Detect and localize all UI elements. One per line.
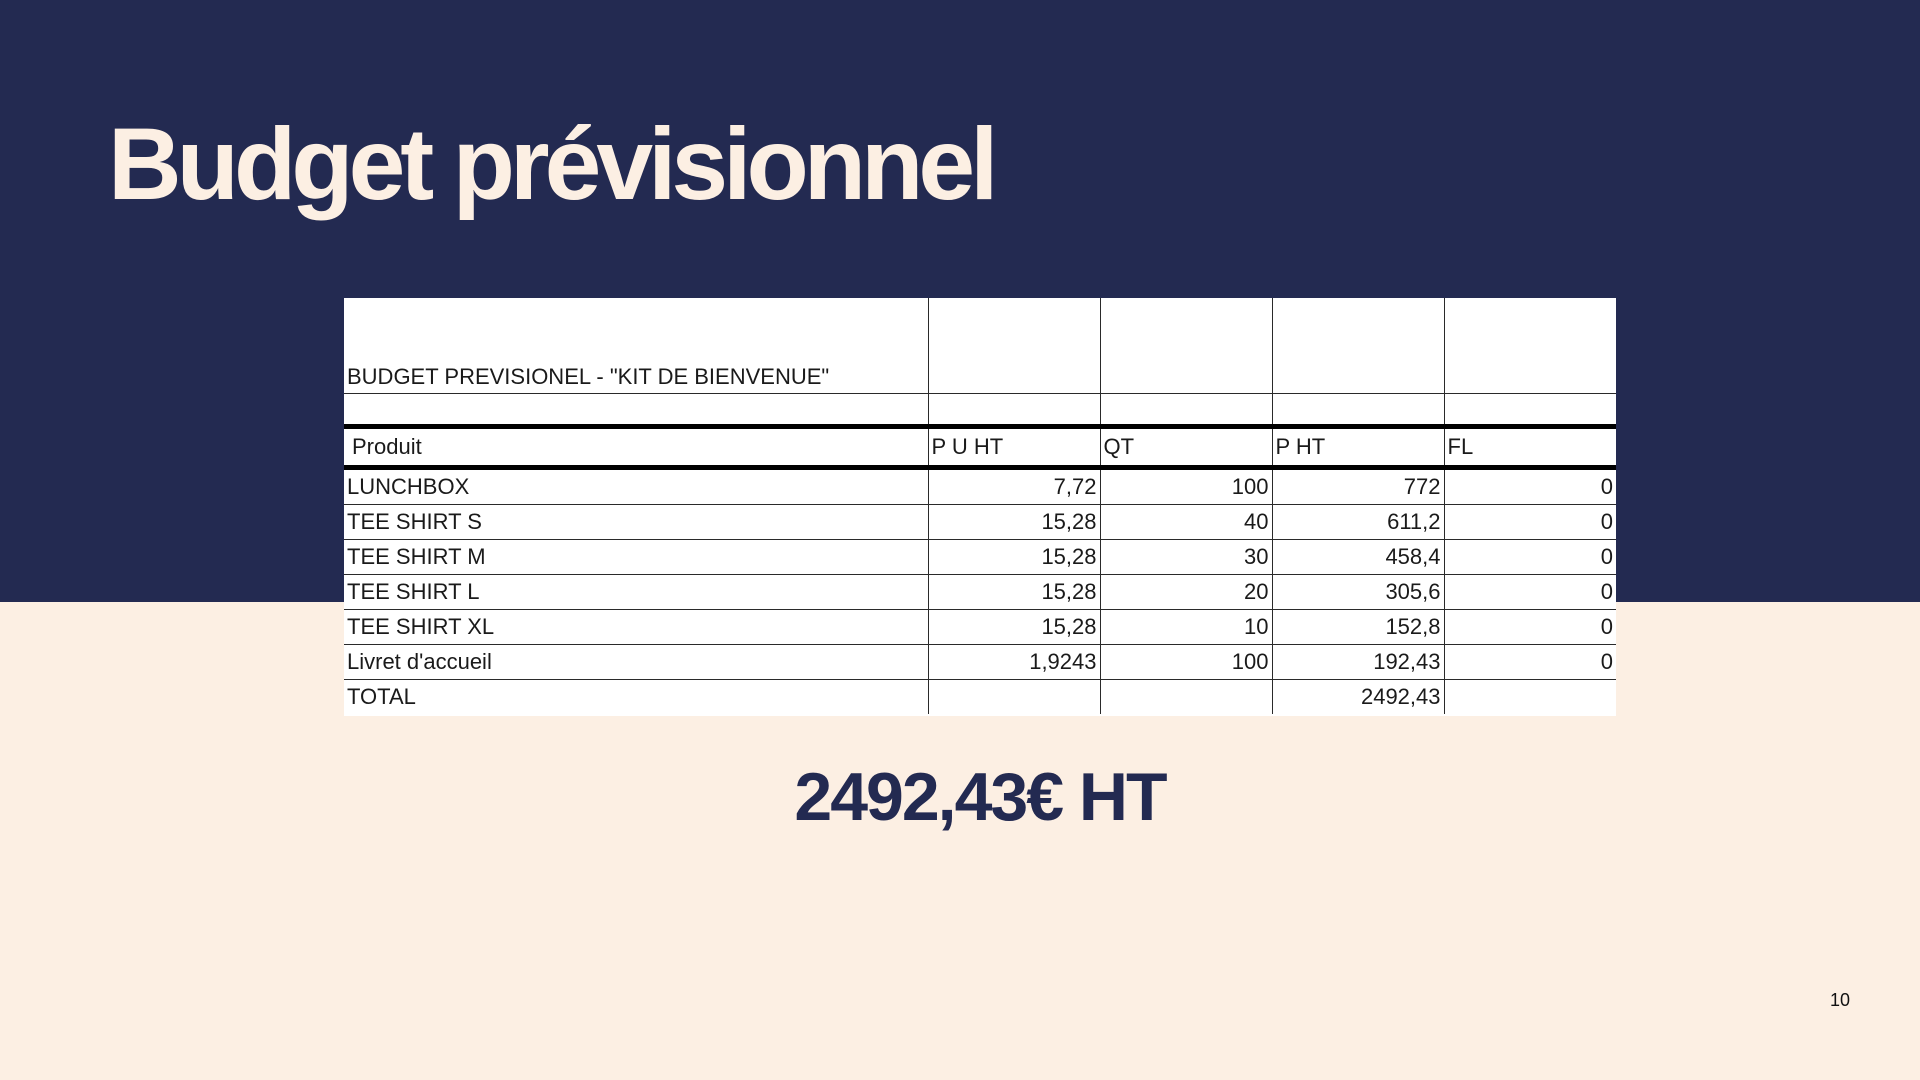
cell-produit: Livret d'accueil [344,645,928,680]
cell-pu-ht: 15,28 [928,540,1100,575]
table-row [344,468,1616,505]
table-row [344,645,1616,680]
table-caption: BUDGET PREVISIONEL - "KIT DE BIENVENUE" [344,298,928,394]
cell-produit: TEE SHIRT L [344,575,928,610]
cell-qt: 10 [1100,610,1272,645]
column-header-pu-ht: P U HT [928,427,1100,468]
cell-fl: 0 [1444,540,1616,575]
cell-p-ht: 772 [1272,468,1444,505]
cell-fl: 0 [1444,468,1616,505]
cell-produit: TEE SHIRT M [344,540,928,575]
cell-qt: 40 [1100,505,1272,540]
column-header-produit: Produit [344,427,928,468]
cell-produit: LUNCHBOX [344,468,928,505]
cell-pu-ht: 7,72 [928,468,1100,505]
column-header-qt: QT [1100,427,1272,468]
cell-qt: 20 [1100,575,1272,610]
cell-pu-ht: 1,9243 [928,645,1100,680]
table-header-row [344,427,1616,468]
cell-qt: 100 [1100,468,1272,505]
cell-p-ht: 611,2 [1272,505,1444,540]
table-caption-row [344,298,1616,394]
cell-p-ht: 458,4 [1272,540,1444,575]
cell-produit: TEE SHIRT XL [344,610,928,645]
budget-spreadsheet-image [344,298,1616,716]
page-number: 10 [1830,990,1851,1010]
slide-title: Budget prévisionnel [108,107,994,221]
table-row [344,610,1616,645]
budget-table [344,298,1616,714]
table-row [344,540,1616,575]
cell-pu-ht: 15,28 [928,575,1100,610]
cell-fl: 0 [1444,610,1616,645]
cell-fl: 0 [1444,505,1616,540]
cell-qt: 100 [1100,645,1272,680]
total-label: TOTAL [344,680,928,715]
cell-produit: TEE SHIRT S [344,505,928,540]
cell-qt: 30 [1100,540,1272,575]
cell-p-ht: 305,6 [1272,575,1444,610]
cell-pu-ht: 15,28 [928,505,1100,540]
grand-total: 2492,43€ HT [794,759,1166,835]
table-row [344,575,1616,610]
total-value: 2492,43 [1272,680,1444,715]
table-total-row [344,680,1616,715]
cell-fl: 0 [1444,645,1616,680]
cell-p-ht: 192,43 [1272,645,1444,680]
table-row [344,505,1616,540]
cell-pu-ht: 15,28 [928,610,1100,645]
column-header-fl: FL [1444,427,1616,468]
cell-fl: 0 [1444,575,1616,610]
table-spacer-row [344,394,1616,427]
column-header-p-ht: P HT [1272,427,1444,468]
cell-p-ht: 152,8 [1272,610,1444,645]
